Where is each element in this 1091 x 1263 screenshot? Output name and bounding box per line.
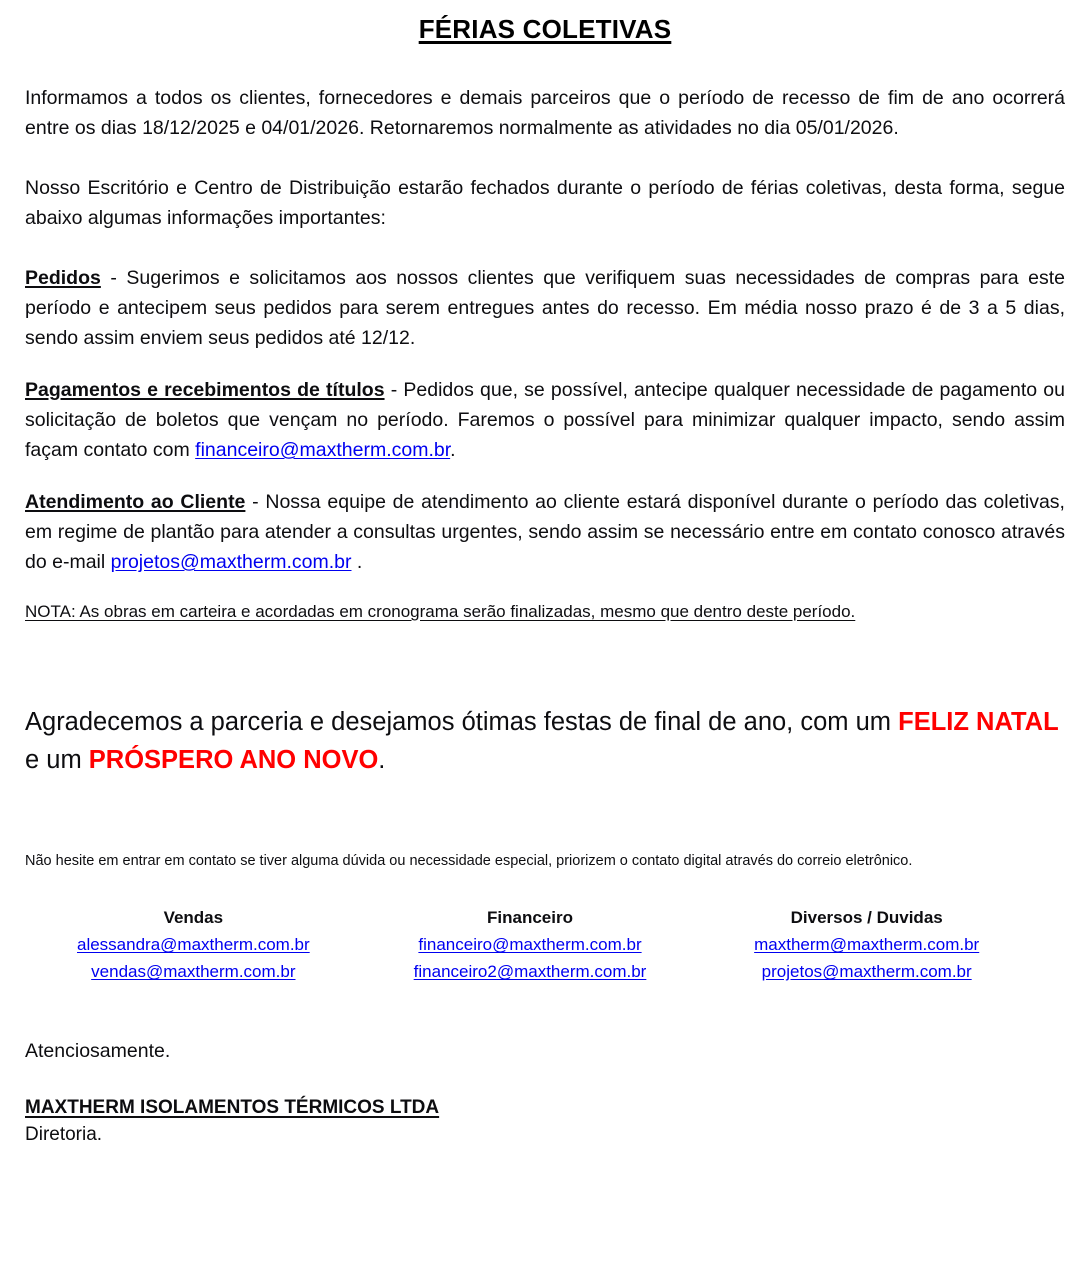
contacts-email-row <box>362 931 699 958</box>
section-atendimento-label: Atendimento ao Cliente <box>25 490 246 513</box>
contact-email-link[interactable]: financeiro@maxtherm.com.br <box>418 934 642 954</box>
spacer <box>25 779 1065 851</box>
greeting-block <box>25 703 1065 779</box>
page-title-text: FÉRIAS COLETIVAS <box>418 14 672 44</box>
contact-email-link[interactable]: vendas@maxtherm.com.br <box>91 961 296 981</box>
section-atendimento <box>25 487 1065 577</box>
greeting-part-2: e um <box>25 745 89 774</box>
spacer <box>25 353 1065 375</box>
signature-role: Diretoria. <box>25 1123 103 1145</box>
note-line: NOTA: As obras em carteira e acordadas em cronograma serão finalizadas, mesmo que dentro deste período. <box>25 601 856 621</box>
contact-email-link[interactable]: alessandra@maxtherm.com.br <box>77 934 310 954</box>
section-pedidos-label: Pedidos <box>25 266 101 289</box>
spacer <box>25 625 1065 703</box>
spacer <box>25 577 1065 599</box>
section-atendimento-body-after: . <box>351 550 363 573</box>
page-title <box>25 0 1065 45</box>
contacts-column-diversos <box>698 905 1035 985</box>
contacts-column-vendas <box>25 905 362 985</box>
spacer <box>25 1065 1065 1095</box>
section-pagamentos <box>25 375 1065 465</box>
projetos-email-link[interactable]: projetos@maxtherm.com.br <box>110 550 352 573</box>
section-pagamentos-body-after: . <box>450 438 456 461</box>
contacts-table <box>25 905 1035 985</box>
section-atendimento-separator: - <box>245 490 266 513</box>
contacts-heading: Vendas <box>163 907 224 927</box>
spacer <box>25 465 1065 487</box>
section-atendimento-body-before: Nossa equipe de atendimento ao cliente estará disponível durante o período das coletivas, em regime de plantão para atender a consultas urgentes, sendo assim se necessário entre em contato conosco através do e-mail <box>25 490 1065 573</box>
fineprint-text: Não hesite em entrar em contato se tiver alguma dúvida ou necessidade especial, priorizem o contato digital através do correio eletrônico. <box>25 852 913 869</box>
section-pedidos <box>25 263 1065 353</box>
contacts-email-row <box>25 958 362 985</box>
intro-text: Informamos a todos os clientes, fornecedores e demais parceiros que o período de recesso de fim de ano ocorrerá entre os dias 18/12/2025 e 04/01/2026. Retornaremos normalmente as atividades no dia 05/01/2026. <box>25 86 1065 139</box>
greeting-feliz-natal: FELIZ NATAL <box>898 707 1059 736</box>
greeting-part-1: Agradecemos a parceria e desejamos ótimas festas de final de ano, com um <box>25 707 899 736</box>
contacts-email-row <box>698 958 1035 985</box>
section-pagamentos-label: Pagamentos e recebimentos de títulos <box>25 378 385 401</box>
contacts-column-financeiro <box>362 905 699 985</box>
signature-closing: Atenciosamente. <box>25 1039 171 1062</box>
closure-notice-paragraph <box>25 173 1065 233</box>
section-pagamentos-body-before: Pedidos que, se possível, antecipe qualquer necessidade de pagamento ou solicitação de boletos que vençam no período. Faremos o possível para minimizar qualquer impacto, sendo assim façam contato com <box>25 378 1065 461</box>
contacts-email-row <box>25 931 362 958</box>
greeting-prospero-ano-novo: PRÓSPERO ANO NOVO <box>88 745 379 774</box>
contacts-email-row <box>362 958 699 985</box>
closure-notice-text: Nosso Escritório e Centro de Distribuição estarão fechados durante o período de férias coletivas, desta forma, segue abaixo algumas informações importantes: <box>25 176 1065 229</box>
spacer <box>25 233 1065 263</box>
section-pagamentos-separator: - <box>384 378 404 401</box>
greeting-part-3: . <box>378 745 386 774</box>
spacer <box>25 143 1065 173</box>
spacer <box>25 871 1065 905</box>
intro-paragraph <box>25 83 1065 143</box>
contacts-heading: Diversos / Duvidas <box>790 907 943 927</box>
financeiro-email-link[interactable]: financeiro@maxtherm.com.br <box>195 438 451 461</box>
contact-email-link[interactable]: financeiro2@maxtherm.com.br <box>413 961 647 981</box>
contacts-email-row <box>698 931 1035 958</box>
contacts-heading: Financeiro <box>487 907 573 927</box>
section-pedidos-separator: - <box>100 266 127 289</box>
spacer <box>25 985 1065 1037</box>
signature-company-wrap <box>25 1095 1065 1121</box>
signature-company: MAXTHERM ISOLAMENTOS TÉRMICOS LTDA <box>25 1096 440 1118</box>
section-pedidos-body: Sugerimos e solicitamos aos nossos clientes que verifiquem suas necessidades de compras para este período e antecipem seus pedidos para serem entregues antes do recesso. Em média nosso prazo é de 3 a 5 dias, sendo assim enviem seus pedidos até 12/12. <box>25 266 1065 349</box>
contact-email-link[interactable]: projetos@maxtherm.com.br <box>761 961 972 981</box>
contact-email-link[interactable]: maxtherm@maxtherm.com.br <box>754 934 980 954</box>
